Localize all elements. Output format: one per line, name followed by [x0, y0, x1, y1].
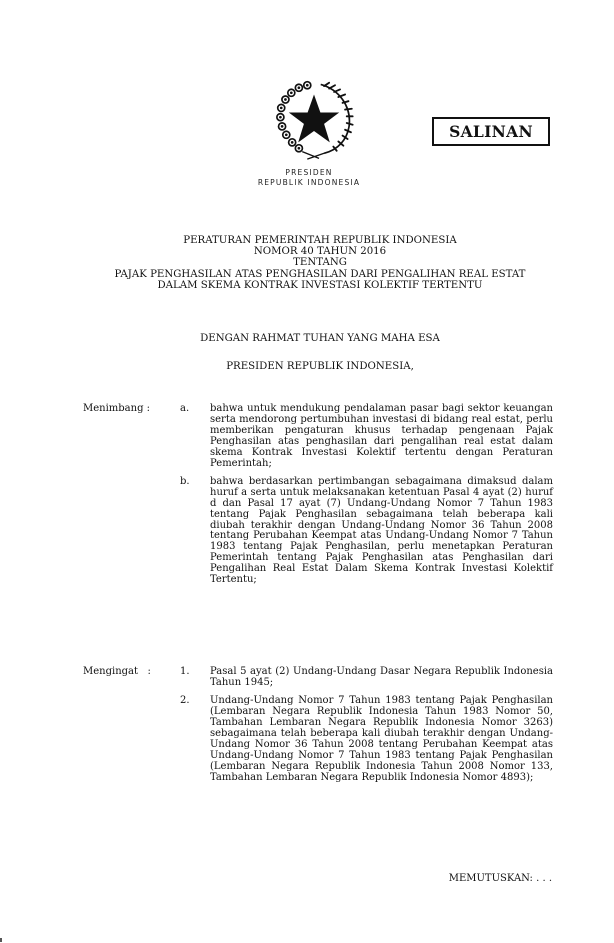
continuation-marker: MEMUTUSKAN: . . .	[448, 873, 552, 884]
menimbang-section	[83, 404, 553, 586]
item-text: bahwa berdasarkan pertimbangan sebagaimana dimaksud dalam huruf a serta untuk melaksanakan ketentuan Pasal 4 ayat (2) huruf d dan Pasal 17 ayat (7) Undang-Undang Nomor 7 Tahun 1983 tentang Pajak Penghasilan sebagaimana telah beberapa kali diubah terakhir dengan Undang-Undang Nomor 36 Tahun 2008 tentang Perubahan Keempat atas Undang-Undang Nomor 7 Tahun 1983 tentang Pajak Penghasilan, perlu menetapkan Peraturan Pemerintah tentang Pajak Penghasilan atas Penghasilan dari Pengalihan Real Estat Dalam Skema Kontrak Investasi Kolektif Tertentu;	[210, 475, 553, 586]
mengingat-label: Mengingat :	[83, 666, 151, 677]
title-line-4: PAJAK PENGHASILAN ATAS PENGHASILAN DARI PENGALIHAN REAL ESTAT	[114, 268, 526, 280]
page-corner-mark	[0, 938, 2, 942]
item-marker: 1.	[180, 666, 190, 677]
item-marker: b.	[180, 475, 190, 487]
title-line-2: NOMOR 40 TAHUN 2016	[253, 246, 387, 258]
title-line-3: TENTANG	[293, 257, 347, 269]
item-text: Undang-Undang Nomor 7 Tahun 1983 tentang Pajak Penghasilan (Lembaran Negara Republik Indonesia Tahun 1983 Nomor 50, Tambahan Lembaran Negara Republik Indonesia Nomor 3263) sebagaimana telah beberapa kali diubah terakhir dengan Undang-Undang Nomor 36 Tahun 2008 tentang Perubahan Keempat atas Undang-Undang Nomor 7 Tahun 1983 tentang Pajak Penghasilan (Lembaran Negara Republik Indonesia Tahun 2008 Nomor 133, Tambahan Lembaran Negara Republik Indonesia Nomor 4893);	[210, 694, 553, 783]
mengingat-section	[83, 667, 553, 784]
salinan-stamp: SALINAN	[432, 117, 550, 146]
list-item	[180, 667, 553, 689]
president-caption	[200, 168, 418, 188]
list-item	[180, 477, 553, 587]
title-line-1: PERATURAN PEMERINTAH REPUBLIK INDONESIA	[183, 235, 457, 246]
list-item	[180, 696, 553, 784]
item-marker: 2.	[180, 694, 190, 706]
authority: PRESIDEN REPUBLIK INDONESIA,	[226, 361, 414, 372]
garuda-emblem-icon	[272, 76, 356, 160]
title-line-5: DALAM SKEMA KONTRAK INVESTASI KOLEKTIF TERTENTU	[157, 279, 483, 291]
item-marker: a.	[180, 403, 190, 414]
item-text: bahwa untuk mendukung pendalaman pasar bagi sektor keuangan serta mendorong pertumbuhan investasi di bidang real estat, perlu memberikan pengaturan khusus terhadap pengenaan Pajak Penghasilan atas penghasilan dari pengalihan real estat dalam skema Kontrak Investasi Kolektif tertentu dengan Peraturan Pemerintah;	[210, 403, 553, 469]
caption-republic: REPUBLIK INDONESIA	[257, 178, 361, 187]
item-text: Pasal 5 ayat (2) Undang-Undang Dasar Negara Republik Indonesia Tahun 1945;	[210, 666, 553, 688]
list-item	[180, 404, 553, 470]
caption-president: PRESIDEN	[285, 168, 333, 177]
menimbang-label: Menimbang :	[83, 403, 151, 414]
regulation-title	[60, 235, 580, 291]
invocation: DENGAN RAHMAT TUHAN YANG MAHA ESA	[200, 333, 440, 344]
